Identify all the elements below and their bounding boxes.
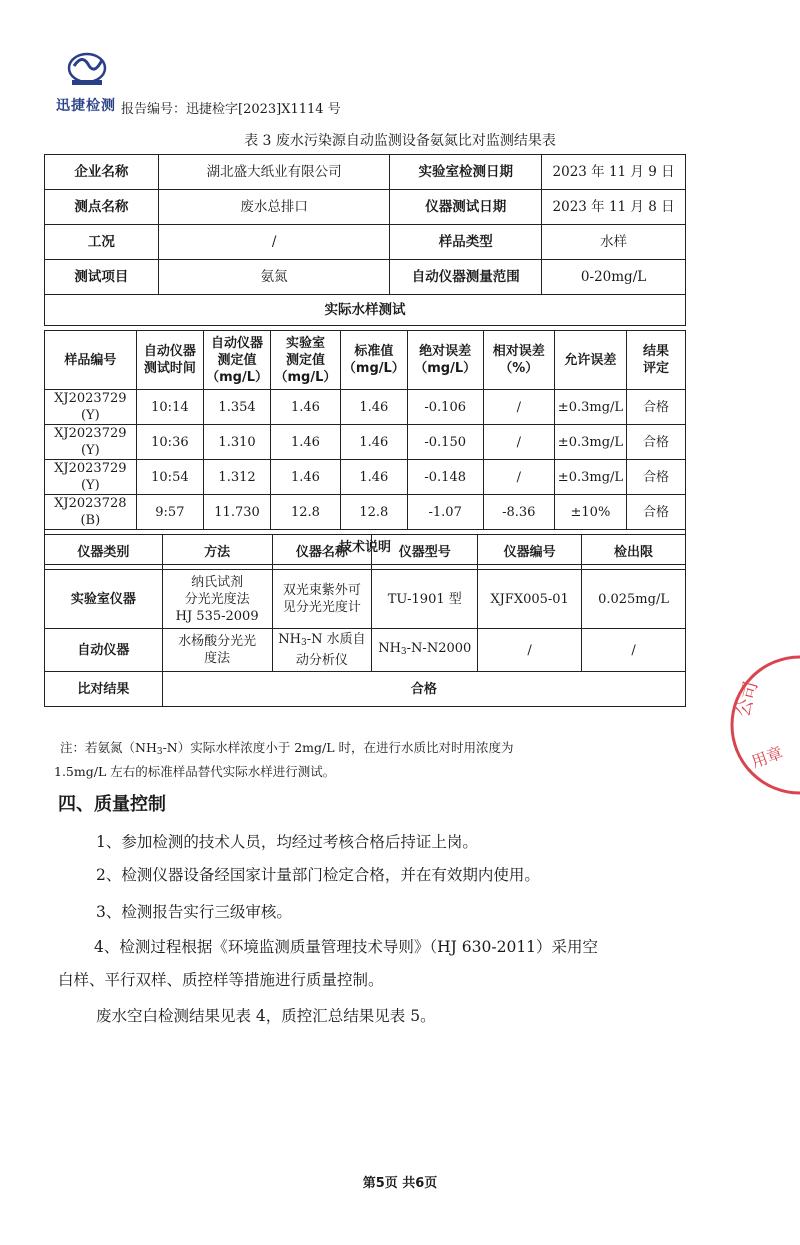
inst-model: $NH_3-N-N2000$ — [372, 629, 478, 672]
table-row — [45, 495, 686, 530]
item-value: 氨氮 — [158, 260, 390, 295]
logo-text: 迅捷检测 — [56, 98, 116, 114]
table-row — [45, 425, 686, 460]
auto-value: 1.312 — [204, 460, 271, 495]
inst-date-label: 仪器测试日期 — [390, 190, 542, 225]
lab-value: 1.46 — [270, 425, 340, 460]
lab-value: 12.8 — [270, 495, 340, 530]
inst-type: 自动仪器 — [45, 629, 163, 672]
company-value: 湖北盛大纸业有限公司 — [158, 155, 390, 190]
rel-error: -8.36 — [483, 495, 554, 530]
lab-date-label: 实验室检测日期 — [390, 155, 542, 190]
page-number: 第5页 共6页 — [362, 1176, 438, 1191]
std-value: 1.46 — [340, 425, 407, 460]
allowed-error: ±0.3mg/L — [554, 390, 626, 425]
auto-value: 1.354 — [204, 390, 271, 425]
test-time: 10:54 — [136, 460, 203, 495]
table-row — [45, 570, 686, 629]
abs-error: -0.106 — [407, 390, 483, 425]
table-header-row — [45, 535, 686, 570]
tech-table — [44, 534, 686, 707]
report-number: 报告编号：迅捷检字[2023]X1114 号 — [121, 102, 341, 117]
table-row — [45, 225, 686, 260]
col-method: 方法 — [162, 535, 272, 570]
sample-type-label: 样品类型 — [390, 225, 542, 260]
note-line-1: 注：若氨氮$(NH_3-N)$实际水样浓度小于 2mg/L 时，在进行水质比对时用浓度为 — [60, 740, 514, 757]
table-row — [45, 390, 686, 425]
table-note — [54, 738, 700, 781]
inst-name: 双光束紫外可 见分光光度计 — [272, 570, 372, 629]
table-row — [45, 460, 686, 495]
range-label: 自动仪器测量范围 — [390, 260, 542, 295]
condition-label: 工况 — [45, 225, 159, 260]
seal-text-2: 用章 — [748, 742, 786, 772]
detect-limit: / — [582, 629, 686, 672]
results-table — [44, 330, 686, 565]
compare-value: 合格 — [162, 672, 685, 707]
table-row — [45, 155, 686, 190]
result: 合格 — [626, 460, 685, 495]
table-header-row — [45, 331, 686, 390]
col-inst-serial: 仪器编号 — [478, 535, 582, 570]
col-detect-limit: 检出限 — [582, 535, 686, 570]
section-heading: 四、质量控制 — [58, 794, 166, 815]
point-label: 测点名称 — [45, 190, 159, 225]
lab-date-value: 2023 年 11 月 9 日 — [542, 155, 686, 190]
col-inst-name: 仪器名称 — [272, 535, 372, 570]
paragraph: 4、检测过程根据《环境监测质量管理技术导则》（HJ 630-2011）采用空 — [94, 938, 599, 956]
col-inst-type: 仪器类别 — [45, 535, 163, 570]
std-value: 1.46 — [340, 390, 407, 425]
inst-name: $NH_3-N$ 水质自 动分析仪 — [272, 629, 372, 672]
sample-id: XJ2023728 (B) — [45, 495, 137, 530]
section-tech: 技术说明 — [45, 530, 686, 565]
table-title: 表 3 废水污染源自动监测设备氨氮比对监测结果表 — [244, 133, 556, 149]
lab-value: 1.46 — [270, 390, 340, 425]
col-rel-error: 相对误差 （%） — [483, 331, 554, 390]
paragraph-continued: 白样、平行双样、质控样等措施进行质量控制。 — [58, 971, 384, 989]
official-seal — [690, 650, 800, 800]
inst-date-value: 2023 年 11 月 8 日 — [542, 190, 686, 225]
inst-type: 实验室仪器 — [45, 570, 163, 629]
section-row — [45, 295, 686, 326]
abs-error: -1.07 — [407, 495, 483, 530]
result: 合格 — [626, 495, 685, 530]
col-abs-error: 绝对误差 （mg/L） — [407, 331, 483, 390]
sample-id: XJ2023729 (Y) — [45, 425, 137, 460]
rel-error: / — [483, 425, 554, 460]
auto-value: 11.730 — [204, 495, 271, 530]
inst-model: TU-1901 型 — [372, 570, 478, 629]
method: 水杨酸分光光 度法 — [162, 629, 272, 672]
result: 合格 — [626, 425, 685, 460]
sample-type-value: 水样 — [542, 225, 686, 260]
condition-value: / — [158, 225, 390, 260]
detect-limit: 0.025mg/L — [582, 570, 686, 629]
method: 纳氏试剂 分光光度法 HJ 535-2009 — [162, 570, 272, 629]
col-test-time: 自动仪器 测试时间 — [136, 331, 203, 390]
allowed-error: ±0.3mg/L — [554, 460, 626, 495]
table-row — [45, 260, 686, 295]
result: 合格 — [626, 390, 685, 425]
info-table — [44, 154, 686, 326]
sample-id: XJ2023729 (Y) — [45, 390, 137, 425]
note-line-2: 1.5mg/L 左右的标准样品替代实际水样进行测试。 — [54, 764, 336, 779]
paragraph: 2、检测仪器设备经国家计量部门检定合格，并在有效期内使用。 — [96, 866, 540, 884]
col-inst-model: 仪器型号 — [372, 535, 478, 570]
inst-serial: / — [478, 629, 582, 672]
test-time: 10:14 — [136, 390, 203, 425]
seal-text-1: 公司 — [732, 679, 763, 720]
point-value: 废水总排口 — [158, 190, 390, 225]
col-auto-value: 自动仪器 测定值 （mg/L） — [204, 331, 271, 390]
paragraph: 废水空白检测结果见表 4，质控汇总结果见表 5。 — [96, 1007, 436, 1025]
allowed-error: ±10% — [554, 495, 626, 530]
allowed-error: ±0.3mg/L — [554, 425, 626, 460]
table-row — [45, 672, 686, 707]
section-actual: 实际水样测试 — [45, 295, 686, 326]
col-allowed-error: 允许误差 — [554, 331, 626, 390]
col-lab-value: 实验室 测定值 （mg/L） — [270, 331, 340, 390]
abs-error: -0.148 — [407, 460, 483, 495]
test-time: 9:57 — [136, 495, 203, 530]
table-row — [45, 190, 686, 225]
company-label: 企业名称 — [45, 155, 159, 190]
paragraph: 1、参加检测的技术人员，均经过考核合格后持证上岗。 — [96, 833, 478, 851]
abs-error: -0.150 — [407, 425, 483, 460]
std-value: 1.46 — [340, 460, 407, 495]
range-value: 0-20mg/L — [542, 260, 686, 295]
col-sample-id: 样品编号 — [45, 331, 137, 390]
item-label: 测试项目 — [45, 260, 159, 295]
rel-error: / — [483, 390, 554, 425]
test-time: 10:36 — [136, 425, 203, 460]
rel-error: / — [483, 460, 554, 495]
col-std-value: 标准值 （mg/L） — [340, 331, 407, 390]
col-result: 结果 评定 — [626, 331, 685, 390]
sample-id: XJ2023729 (Y) — [45, 460, 137, 495]
paragraph: 3、检测报告实行三级审核。 — [96, 903, 292, 921]
auto-value: 1.310 — [204, 425, 271, 460]
compare-label: 比对结果 — [45, 672, 163, 707]
inst-serial: XJFX005-01 — [478, 570, 582, 629]
std-value: 12.8 — [340, 495, 407, 530]
table-row — [45, 629, 686, 672]
lab-value: 1.46 — [270, 460, 340, 495]
